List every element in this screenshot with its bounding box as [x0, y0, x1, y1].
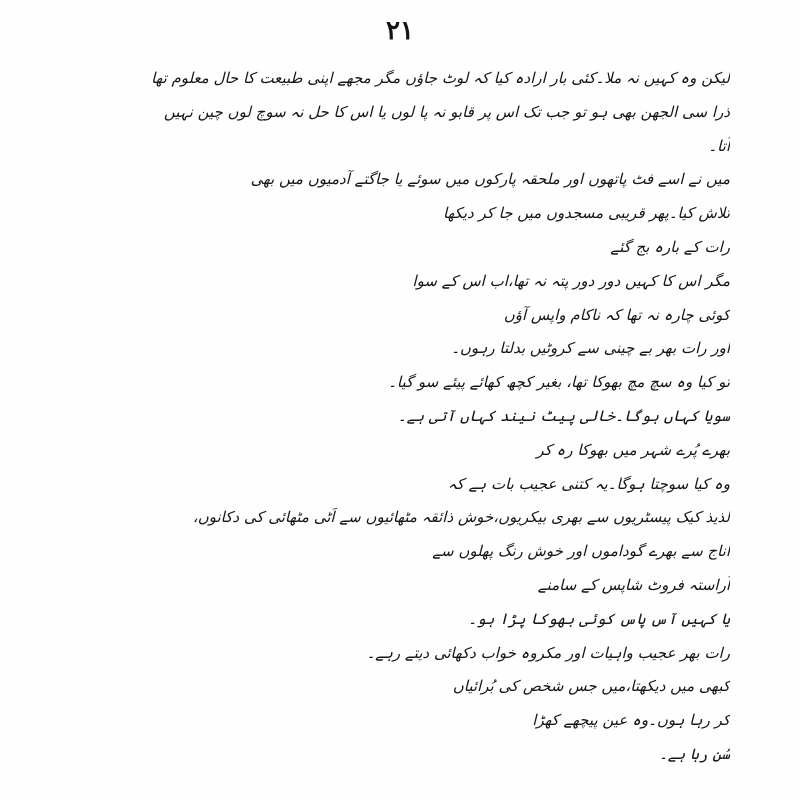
text-line: تلاش کیا۔پھر قریبی مسجدوں میں جا کر دیکھا	[443, 204, 730, 223]
text-line: اور رات بھر بے چینی سے کروٹیں بدلتا رہوں۔	[451, 339, 730, 358]
body-text	[70, 62, 730, 772]
text-line: سویا کہاں ہوگا۔خالی پیٹ نیند کہاں آتی ہے۔	[397, 406, 730, 425]
text-line: کر رہا ہوں۔وہ عین پیچھے کھڑا	[532, 711, 730, 730]
text-line: بھرے پُرے شہر میں بھوکا رہ کر	[536, 440, 730, 459]
text-line: مگر اس کا کہیں دور دور پتہ نہ تھا،اب اس کے سوا	[412, 271, 730, 290]
text-line: رات بھر عجیب واہیات اور مکروہ خواب دکھائی دیتے رہے۔	[366, 643, 730, 662]
text-line: تو کیا وہ سچ مچ بھوکا تھا، بغیر کچھ کھائے پیئے سو گیا۔	[388, 373, 730, 392]
text-line: سُن رہا ہے۔	[658, 744, 730, 763]
text-line: لیکن وہ کہیں نہ ملا۔کئی بار ارادہ کیا کہ لوٹ جاؤں مگر مجھے اپنی طبیعت کا حال معلوم تھا	[151, 69, 730, 87]
text-line: آتا۔	[708, 136, 730, 155]
text-line: میں نے اسے فٹ پاتھوں اور ملحقہ پارکوں میں سوئے یا جاگتے آدمیوں میں بھی	[250, 170, 730, 189]
text-line: وہ کیا سوچتا ہوگا۔یہ کتنی عجیب بات ہے کہ	[447, 474, 730, 493]
text-line: آراستہ فروٹ شاپس کے سامنے	[537, 575, 730, 594]
text-line: لذیذ کیک پیسٹریوں سے بھری بیکریوں،خوش ذائقہ مٹھائیوں سے اَٹی مٹھائی کی دکانوں،	[192, 508, 730, 527]
text-line: یا کہیں آس پاس کوئی بھوکا پڑا ہو۔	[468, 609, 730, 628]
text-line: اناج سے بھرے گوداموں اور خوش رنگ پھلوں سے	[432, 542, 730, 561]
page-number: ۲۱	[386, 16, 414, 46]
text-line: رات کے بارہ بج گئے	[610, 237, 730, 256]
text-line: ذرا سی الجھن بھی ہو تو جب تک اس پر قابو نہ پا لوں یا اس کا حل نہ سوچ لوں چین نہیں	[163, 102, 730, 121]
text-line: کبھی میں دیکھتا،میں جس شخص کی بُرائیاں	[452, 677, 730, 696]
text-line: کوئی چارہ نہ تھا کہ ناکام واپس آؤں	[503, 305, 730, 324]
